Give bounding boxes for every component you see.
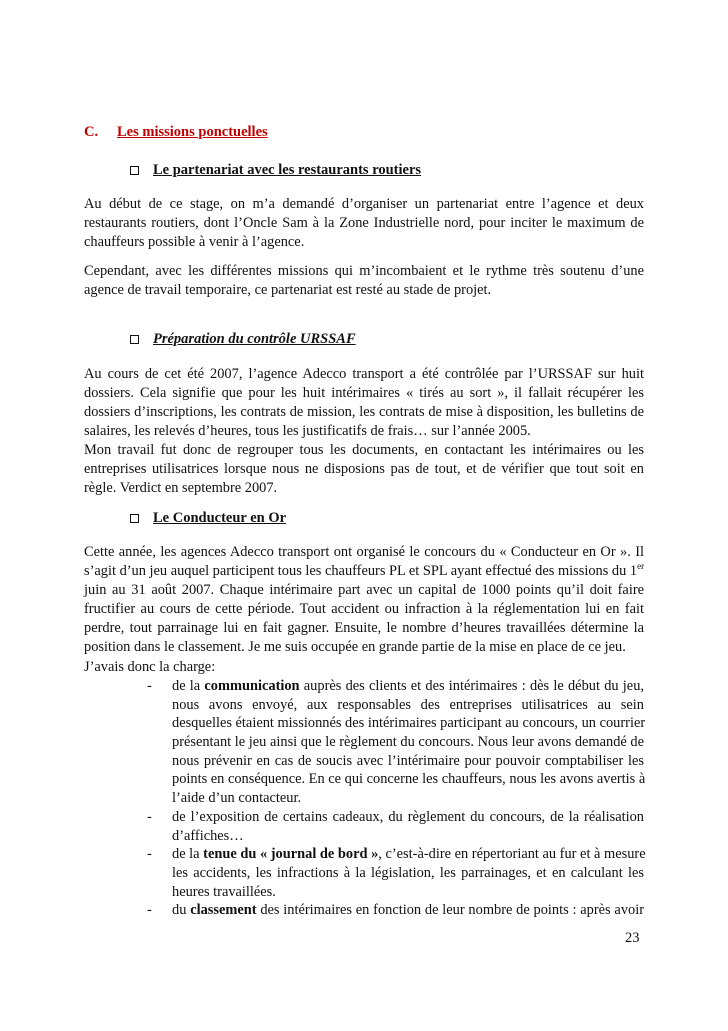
text-line: perdre, tout parrainage lui en fait gagner. Ensuite, le nombre d’heures travaillées détermine la (84, 620, 644, 636)
text-fragment: des intérimaires en fonction de leur nombre de points : après avoir (256, 902, 644, 919)
text-line: salaires, les relevés d’heures, tous les justificatifs de frais… sur l’année 2005. (84, 423, 531, 439)
text-line: agence de travail temporaire, ce partenariat est resté au stade de projet. (84, 282, 492, 298)
paragraph-urssaf-1 (84, 365, 644, 441)
text-line: points en conséquence. En ce qui concerne les chauffeurs, nous les avons avertis à (172, 771, 646, 788)
text-line: desquelles étaient missionnés des intérimaires participant au concours, un courrier (172, 715, 646, 732)
paragraph-partenariat-1 (84, 195, 644, 252)
text-fragment: de la (172, 846, 204, 863)
text-line: restaurants routiers, dont l’Oncle Sam à la Zone Industrielle nord, pour inciter le maximum de (84, 215, 644, 231)
section-letter: C. (84, 124, 99, 140)
paragraph-conducteur (84, 543, 644, 657)
bold-term: classement (190, 902, 257, 919)
superscript: er (637, 561, 645, 572)
text-line: nous avons envoyé, aux responsables des entreprises utilisatrices au sein (172, 696, 644, 713)
text-line: juin au 31 août 2007. Chaque intérimaire part avec un capital de 1000 points qu’il doit faire (84, 582, 644, 598)
text-line: de l’exposition de certains cadeaux, du règlement du concours, de la réalisation (172, 808, 644, 825)
text-line (172, 677, 644, 696)
text-line: règle. Verdict en septembre 2007. (84, 480, 278, 496)
page-number: 23 (625, 930, 640, 946)
dash-bullet: - (147, 902, 152, 919)
text-fragment: s’agit d’un jeu auquel participent tous les chauffeurs PL et SPL ayant effectué des missions du 1 (84, 563, 638, 579)
text-line: dossiers. Cela signifie que pour les huit intérimaires « tirés au sort », il fallait récupérer les (84, 385, 644, 401)
section-title: Les missions ponctuelles (117, 124, 268, 140)
text-line: heures travaillées. (172, 883, 276, 900)
text-line: position dans le classement. Je me suis occupée en grande partie de la mise en place de ce jeu. (84, 639, 626, 655)
text-line: dossiers d’inscriptions, les contrats de mission, les contrats de mise à disposition, les bulletins de (84, 404, 644, 420)
subsection-heading-urssaf (130, 331, 356, 348)
dash-bullet: - (147, 808, 152, 825)
bold-term: communication (204, 678, 300, 694)
text-line (172, 901, 644, 920)
list-item (84, 901, 644, 920)
list-item (84, 845, 644, 901)
text-line: nous prévenir en cas de soucis avec l’intérimaire pour pouvoir comptabiliser les (172, 752, 644, 769)
text-line: Mon travail fut donc de regrouper tous les documents, en contactant les intérimaires ou les (84, 442, 644, 458)
list-intro: J’avais donc la charge: (84, 659, 216, 675)
text-fragment: auprès des clients et des intérimaires : dès le début du jeu, (299, 678, 644, 694)
text-line (84, 562, 644, 581)
text-fragment: de la (172, 678, 205, 694)
text-fragment: , c’est-à-dire en répertoriant au fur et à mesure (378, 846, 646, 863)
square-bullet-icon (130, 514, 139, 523)
text-line: Cette année, les agences Adecco transport ont organisé le concours du « Conducteur en Or ». Il (84, 544, 644, 560)
text-line: les accidents, les infractions à la législation, les parrainages, et en calculant les (172, 864, 644, 881)
text-line: d’affiches… (172, 827, 244, 844)
text-line: Cependant, avec les différentes missions qui m’incombaient et le rythme très soutenu d’une (84, 263, 644, 279)
text-fragment: du (172, 902, 191, 919)
responsibility-list (84, 658, 644, 920)
text-line: l’aide d’un contacteur. (172, 790, 302, 807)
list-item (84, 677, 644, 808)
subsection-heading-partenariat (130, 162, 421, 179)
subsection-title: Préparation du contrôle URSSAF (153, 331, 356, 347)
text-line (172, 845, 644, 864)
dash-bullet: - (147, 678, 152, 694)
paragraph-partenariat-2 (84, 262, 644, 300)
list-item (84, 808, 644, 845)
dash-bullet: - (147, 846, 152, 863)
subsection-title: Le Conducteur en Or (153, 510, 287, 526)
square-bullet-icon (130, 335, 139, 344)
text-line: chauffeurs possible à venir à l’agence. (84, 234, 305, 250)
text-line: entreprises utilisatrices lorsque nous ne disposions pas de tout, et de vérifier que tout soit en (84, 461, 644, 477)
subsection-title: Le partenariat avec les restaurants routiers (153, 162, 422, 178)
text-line: fructifier au cours de cette période. Tout accident ou infraction à la réglementation lui en fait (84, 601, 644, 617)
text-line: Au début de ce stage, on m’a demandé d’organiser un partenariat entre l’agence et deux (84, 196, 644, 212)
text-line: Au cours de cet été 2007, l’agence Adecco transport a été contrôlée par l’URSSAF sur huit (84, 366, 644, 382)
section-heading (84, 124, 268, 141)
square-bullet-icon (130, 166, 139, 175)
paragraph-urssaf-2 (84, 441, 644, 498)
text-line: présentant le jeu ainsi que le règlement du concours. Nous leur avons demandé de (172, 734, 644, 751)
bold-term: tenue du « journal de bord » (203, 846, 379, 863)
subsection-heading-conducteur (130, 510, 286, 527)
